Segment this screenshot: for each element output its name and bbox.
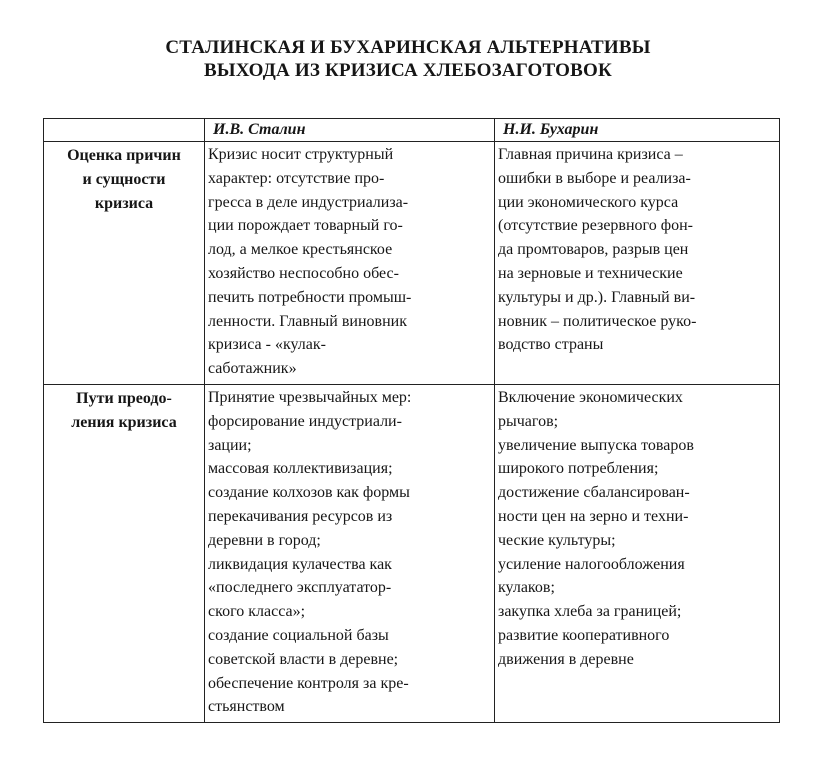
stalin-solutions-cell: Принятие чрезвычайных мер: форсирование индустриали- зации; массовая коллективизация; создание колхозов как формы перекачивания ресурсов из деревни в город; ликвидация кулачества как «последнего эксплуататор- ского класса»; создание социальной базы советской власти в деревне; обеспечение контроля за кре- стьянством — [205, 384, 495, 722]
stalin-causes-cell: Кризис носит структурный характер: отсутствие про- гресса в деле индустриализа- ции порождает товарный го- лод, а мелкое крестьянское хозяйство неспособно обес- печить потребности промыш- ленности. Главный виновник кризиса - «кулак- саботажник» — [205, 142, 495, 385]
bukharin-solutions-cell: Включение экономических рычагов; увеличение выпуска товаров широкого потребления; достижение сбалансирован- ности цен на зерно и техни- ческие культуры; усиление налогообложения кулаков; закупка хлеба за границей; развитие кооперативного движения в деревне — [495, 384, 780, 722]
title-line-2: ВЫХОДА ИЗ КРИЗИСА ХЛЕБОЗАГОТОВОК — [204, 60, 612, 81]
title-line-1: СТАЛИНСКАЯ И БУХАРИНСКАЯ АЛЬТЕРНАТИВЫ — [165, 37, 651, 58]
table-header-row — [44, 119, 780, 142]
alternatives-table — [43, 118, 780, 723]
header-empty — [44, 119, 205, 142]
row-label-causes: Оценка причин и сущности кризиса — [44, 142, 205, 385]
table-row — [44, 142, 780, 385]
table-row — [44, 384, 780, 722]
row-label-solutions: Пути преодо- ления кризиса — [44, 384, 205, 722]
header-stalin: И.В. Сталин — [205, 119, 495, 142]
document-title — [0, 36, 816, 82]
header-bukharin: Н.И. Бухарин — [495, 119, 780, 142]
bukharin-causes-cell: Главная причина кризиса – ошибки в выборе и реализа- ции экономического курса (отсутствие резервного фон- да промтоваров, разрыв цен на зерновые и технические культуры и др.). Главный ви- новник – политическое руко- водство страны — [495, 142, 780, 385]
